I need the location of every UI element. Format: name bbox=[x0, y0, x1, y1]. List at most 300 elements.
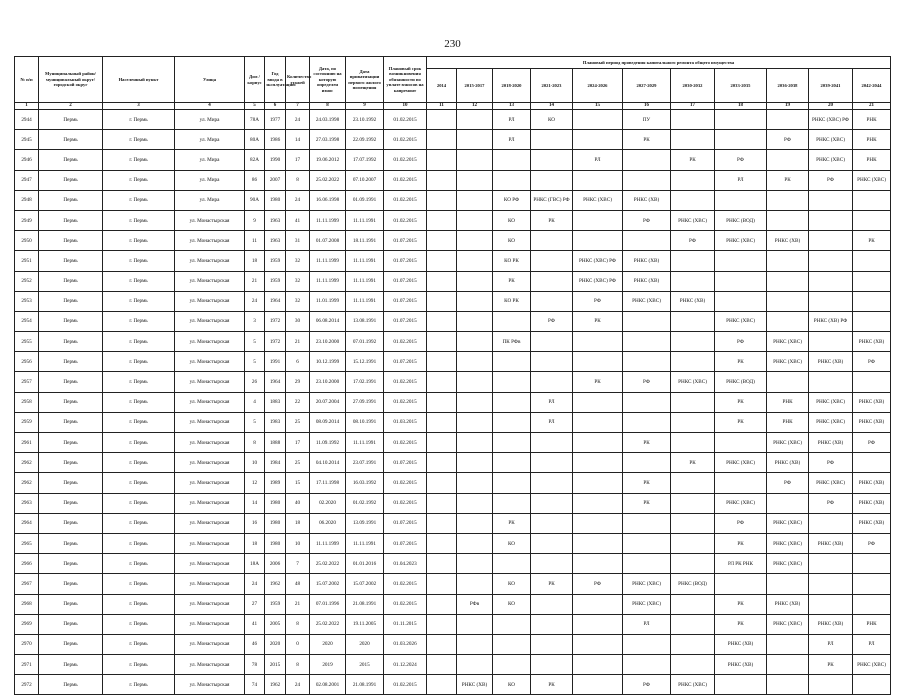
period-cell: КО bbox=[531, 110, 573, 130]
obligation-date-cell: 01.02.2015 bbox=[384, 190, 427, 210]
period-cell: РЛ РК РНК bbox=[715, 554, 767, 574]
period-cell: РНКС (ХВ) bbox=[767, 453, 809, 473]
settlement-cell: г. Пермь bbox=[103, 291, 175, 311]
row-number: 2968 bbox=[15, 594, 39, 614]
period-cell: РНКС (ХВ) bbox=[809, 433, 853, 453]
wear-date-cell: 2019 bbox=[310, 655, 346, 675]
table-row bbox=[15, 614, 891, 634]
period-cell bbox=[573, 392, 623, 412]
period-cell bbox=[427, 493, 457, 513]
house-cell: 5 bbox=[245, 352, 265, 372]
period-cell bbox=[427, 332, 457, 352]
period-cell bbox=[427, 453, 457, 473]
house-cell: 74 bbox=[245, 675, 265, 695]
floors-cell: 31 bbox=[286, 231, 310, 251]
district-cell: Пермь bbox=[39, 332, 103, 352]
row-number: 2965 bbox=[15, 533, 39, 553]
period-cell: РФв bbox=[457, 594, 493, 614]
floors-cell: 17 bbox=[286, 150, 310, 170]
year-cell: 1962 bbox=[265, 675, 286, 695]
period-cell: КО bbox=[493, 231, 531, 251]
settlement-cell: г. Пермь bbox=[103, 210, 175, 230]
period-cell bbox=[573, 130, 623, 150]
period-cell bbox=[531, 291, 573, 311]
wear-date-cell: 19.06.2012 bbox=[310, 150, 346, 170]
year-cell: 1963 bbox=[265, 231, 286, 251]
settlement-cell: г. Пермь bbox=[103, 392, 175, 412]
year-cell: 1972 bbox=[265, 311, 286, 331]
period-cell bbox=[767, 210, 809, 230]
period-cell bbox=[671, 332, 715, 352]
period-cell: РНКС (ХВС) РФ bbox=[809, 110, 853, 130]
period-cell bbox=[715, 190, 767, 210]
settlement-cell: г. Пермь bbox=[103, 453, 175, 473]
period-cell bbox=[493, 433, 531, 453]
period-cell bbox=[427, 533, 457, 553]
street-cell: ул. Монастырская bbox=[175, 453, 245, 473]
privatization-date-cell: 17.07.1992 bbox=[346, 150, 384, 170]
period-cell: РНК bbox=[853, 150, 891, 170]
period-cell: РФ bbox=[809, 453, 853, 473]
obligation-date-cell: 01.02.2015 bbox=[384, 433, 427, 453]
row-number: 2966 bbox=[15, 554, 39, 574]
floors-cell: 22 bbox=[286, 392, 310, 412]
period-cell: РНКС (ХВ) bbox=[809, 614, 853, 634]
privatization-date-cell: 07.10.2007 bbox=[346, 170, 384, 190]
floors-cell: 8 bbox=[286, 170, 310, 190]
period-cell bbox=[531, 231, 573, 251]
period-cell bbox=[427, 170, 457, 190]
privatization-date-cell: 11.11.1991 bbox=[346, 433, 384, 453]
period-cell bbox=[853, 190, 891, 210]
period-cell bbox=[427, 251, 457, 271]
period-cell: РК bbox=[623, 433, 671, 453]
year-cell: 1986 bbox=[265, 130, 286, 150]
period-cell bbox=[767, 311, 809, 331]
privatization-date-cell: 19.11.2005 bbox=[346, 614, 384, 634]
period-cell: РЛ bbox=[531, 412, 573, 432]
col-header-3: Улица bbox=[175, 57, 245, 103]
column-number: 19 bbox=[767, 103, 809, 110]
privatization-date-cell: 23.07.1991 bbox=[346, 453, 384, 473]
street-cell: ул. Монастырская bbox=[175, 332, 245, 352]
table-row bbox=[15, 231, 891, 251]
privatization-date-cell: 22.09.1992 bbox=[346, 130, 384, 150]
obligation-date-cell: 01.07.2015 bbox=[384, 291, 427, 311]
settlement-cell: г. Пермь bbox=[103, 634, 175, 654]
period-cell: РНК bbox=[767, 412, 809, 432]
obligation-date-cell: 01.04.2023 bbox=[384, 554, 427, 574]
period-cell bbox=[531, 251, 573, 271]
period-cell bbox=[623, 655, 671, 675]
wear-date-cell: 10.12.1999 bbox=[310, 352, 346, 372]
period-cell bbox=[671, 473, 715, 493]
column-number: 14 bbox=[531, 103, 573, 110]
period-cell: РФ bbox=[623, 372, 671, 392]
row-number: 2954 bbox=[15, 311, 39, 331]
obligation-date-cell: 01.07.2015 bbox=[384, 352, 427, 372]
row-number: 2953 bbox=[15, 291, 39, 311]
house-cell: 82А bbox=[245, 150, 265, 170]
row-number: 2961 bbox=[15, 433, 39, 453]
privatization-date-cell: 2020 bbox=[346, 634, 384, 654]
period-cell bbox=[715, 291, 767, 311]
year-cell: 1972 bbox=[265, 332, 286, 352]
district-cell: Пермь bbox=[39, 392, 103, 412]
row-number: 2956 bbox=[15, 352, 39, 372]
wear-date-cell: 25.02.2022 bbox=[310, 614, 346, 634]
period-cell: КО РК bbox=[493, 291, 531, 311]
period-cell: РНКС (ХВ) bbox=[623, 251, 671, 271]
wear-date-cell: 07.01.1996 bbox=[310, 594, 346, 614]
period-cell bbox=[853, 574, 891, 594]
period-cell bbox=[623, 513, 671, 533]
house-cell: 26 bbox=[245, 372, 265, 392]
period-cell bbox=[457, 130, 493, 150]
table-row bbox=[15, 513, 891, 533]
street-cell: ул. Монастырская bbox=[175, 513, 245, 533]
period-cell: РК bbox=[573, 311, 623, 331]
period-cell bbox=[573, 614, 623, 634]
period-cell bbox=[853, 675, 891, 695]
privatization-date-cell: 08.10.1991 bbox=[346, 412, 384, 432]
period-header: 2027-2029 bbox=[623, 69, 671, 103]
floors-cell: 17 bbox=[286, 433, 310, 453]
column-number: 1 bbox=[15, 103, 39, 110]
period-cell bbox=[671, 170, 715, 190]
period-cell bbox=[809, 190, 853, 210]
period-cell: РФ bbox=[715, 513, 767, 533]
period-cell bbox=[427, 473, 457, 493]
period-cell: РК bbox=[715, 533, 767, 553]
period-header: 2042-2044 bbox=[853, 69, 891, 103]
period-cell bbox=[573, 231, 623, 251]
period-cell bbox=[493, 554, 531, 574]
settlement-cell: г. Пермь bbox=[103, 190, 175, 210]
period-cell bbox=[671, 594, 715, 614]
column-number: 16 bbox=[623, 103, 671, 110]
table-row bbox=[15, 352, 891, 372]
obligation-date-cell: 01.07.2015 bbox=[384, 271, 427, 291]
period-cell bbox=[809, 554, 853, 574]
period-cell bbox=[457, 251, 493, 271]
period-cell bbox=[457, 170, 493, 190]
row-number: 2971 bbox=[15, 655, 39, 675]
period-cell: РНКС (ХВ) bbox=[809, 533, 853, 553]
period-cell bbox=[623, 533, 671, 553]
period-cell bbox=[623, 311, 671, 331]
row-number: 2944 bbox=[15, 110, 39, 130]
floors-cell: 24 bbox=[286, 110, 310, 130]
table-row bbox=[15, 291, 891, 311]
period-cell bbox=[573, 210, 623, 230]
period-cell: РФ bbox=[767, 130, 809, 150]
column-number: 7 bbox=[286, 103, 310, 110]
period-cell bbox=[573, 453, 623, 473]
table-row bbox=[15, 332, 891, 352]
planned-period-header: Плановый период проведения капитального ремонта общего имущества bbox=[427, 57, 891, 69]
page-number: 230 bbox=[444, 38, 461, 50]
period-cell: РФ bbox=[623, 675, 671, 695]
period-cell bbox=[671, 493, 715, 513]
period-cell bbox=[573, 493, 623, 513]
floors-cell: 24 bbox=[286, 675, 310, 695]
period-cell bbox=[715, 433, 767, 453]
period-cell bbox=[531, 533, 573, 553]
period-cell bbox=[715, 251, 767, 271]
district-cell: Пермь bbox=[39, 574, 103, 594]
district-cell: Пермь bbox=[39, 190, 103, 210]
house-cell: 86 bbox=[245, 170, 265, 190]
obligation-date-cell: 01.02.2015 bbox=[384, 150, 427, 170]
obligation-date-cell: 01.02.2015 bbox=[384, 332, 427, 352]
period-cell bbox=[573, 110, 623, 130]
period-cell bbox=[809, 271, 853, 291]
period-cell: РНКС (ХВС) bbox=[623, 291, 671, 311]
col-header-6: Количество этажей bbox=[286, 57, 310, 103]
street-cell: ул. Монастырская bbox=[175, 372, 245, 392]
table-row bbox=[15, 271, 891, 291]
floors-cell: 32 bbox=[286, 271, 310, 291]
obligation-date-cell: 01.07.2015 bbox=[384, 251, 427, 271]
period-cell: ПУ bbox=[623, 110, 671, 130]
floors-cell: 8 bbox=[286, 614, 310, 634]
period-cell bbox=[767, 574, 809, 594]
table-row bbox=[15, 675, 891, 695]
period-cell bbox=[427, 513, 457, 533]
street-cell: ул. Монастырская bbox=[175, 231, 245, 251]
column-number: 17 bbox=[671, 103, 715, 110]
year-cell: 1959 bbox=[265, 271, 286, 291]
period-cell bbox=[573, 675, 623, 695]
period-cell: РК bbox=[853, 231, 891, 251]
table-row bbox=[15, 533, 891, 553]
period-cell: КО bbox=[493, 574, 531, 594]
period-header: 2030-2032 bbox=[671, 69, 715, 103]
period-cell bbox=[457, 231, 493, 251]
period-cell bbox=[457, 271, 493, 291]
table-row bbox=[15, 412, 891, 432]
settlement-cell: г. Пермь bbox=[103, 412, 175, 432]
period-cell bbox=[457, 493, 493, 513]
row-number: 2972 bbox=[15, 675, 39, 695]
obligation-date-cell: 01.02.2015 bbox=[384, 473, 427, 493]
period-cell bbox=[671, 614, 715, 634]
col-header-5: Год ввода в эксплуатацию bbox=[265, 57, 286, 103]
column-number: 13 bbox=[493, 103, 531, 110]
settlement-cell: г. Пермь bbox=[103, 311, 175, 331]
period-cell bbox=[493, 392, 531, 412]
period-cell bbox=[493, 453, 531, 473]
period-cell: РФ bbox=[809, 170, 853, 190]
period-cell: РНКС (ХВ) bbox=[715, 634, 767, 654]
period-header: 2024-2026 bbox=[573, 69, 623, 103]
period-header: 2036-2038 bbox=[767, 69, 809, 103]
table-row bbox=[15, 574, 891, 594]
obligation-date-cell: 01.02.2015 bbox=[384, 675, 427, 695]
privatization-date-cell: 01.01.2016 bbox=[346, 554, 384, 574]
wear-date-cell: 11.11.1999 bbox=[310, 251, 346, 271]
table-row bbox=[15, 473, 891, 493]
period-cell: РНКС (ХВ) bbox=[671, 291, 715, 311]
period-cell bbox=[531, 150, 573, 170]
year-cell: 2020 bbox=[265, 634, 286, 654]
street-cell: ул. Мира bbox=[175, 170, 245, 190]
period-cell: РНКС (ХВ) bbox=[853, 392, 891, 412]
period-cell bbox=[573, 554, 623, 574]
period-cell bbox=[767, 291, 809, 311]
period-cell bbox=[493, 614, 531, 634]
settlement-cell: г. Пермь bbox=[103, 433, 175, 453]
period-cell: РК bbox=[715, 392, 767, 412]
period-cell: РФ bbox=[531, 311, 573, 331]
period-cell: РНКС (ХВС) bbox=[671, 372, 715, 392]
house-cell: 78А bbox=[245, 110, 265, 130]
house-cell: 90А bbox=[245, 190, 265, 210]
period-cell bbox=[427, 675, 457, 695]
period-header: 2015-2017 bbox=[457, 69, 493, 103]
settlement-cell: г. Пермь bbox=[103, 655, 175, 675]
street-cell: ул. Монастырская bbox=[175, 210, 245, 230]
street-cell: ул. Монастырская bbox=[175, 352, 245, 372]
floors-cell: 18 bbox=[286, 513, 310, 533]
header-row-column-numbers bbox=[15, 103, 891, 110]
period-header: 2033-2035 bbox=[715, 69, 767, 103]
table-row bbox=[15, 150, 891, 170]
street-cell: ул. Монастырская bbox=[175, 493, 245, 513]
wear-date-cell: 11.11.1999 bbox=[310, 271, 346, 291]
period-cell: РЛ bbox=[623, 614, 671, 634]
wear-date-cell: 25.02.2022 bbox=[310, 554, 346, 574]
table-row bbox=[15, 392, 891, 412]
table-body bbox=[15, 110, 891, 695]
wear-date-cell: 11.11.1999 bbox=[310, 533, 346, 553]
wear-date-cell: 02.2020 bbox=[310, 493, 346, 513]
period-cell: РНКС (ХВС) bbox=[767, 533, 809, 553]
period-cell: РК bbox=[715, 594, 767, 614]
period-cell bbox=[623, 231, 671, 251]
col-header-8: Дата приватизации первого жилого помещения bbox=[346, 57, 384, 103]
period-cell bbox=[427, 231, 457, 251]
district-cell: Пермь bbox=[39, 493, 103, 513]
period-cell: РНКС (ХВС) bbox=[809, 392, 853, 412]
street-cell: ул. Монастырская bbox=[175, 675, 245, 695]
period-cell: РНКС (ХВС) РФ bbox=[573, 271, 623, 291]
table-row bbox=[15, 170, 891, 190]
period-cell bbox=[457, 332, 493, 352]
period-cell bbox=[457, 392, 493, 412]
period-cell: РНКС (ХВС) bbox=[623, 594, 671, 614]
house-cell: 16 bbox=[245, 513, 265, 533]
period-cell bbox=[671, 130, 715, 150]
period-cell: РНКС (ХВ) bbox=[853, 513, 891, 533]
period-cell bbox=[715, 271, 767, 291]
obligation-date-cell: 01.07.2015 bbox=[384, 453, 427, 473]
period-cell bbox=[623, 392, 671, 412]
period-header: 2021-2023 bbox=[531, 69, 573, 103]
period-cell: ПК РФв bbox=[493, 332, 531, 352]
period-cell bbox=[457, 433, 493, 453]
obligation-date-cell: 01.02.2015 bbox=[384, 130, 427, 150]
street-cell: ул. Монастырская bbox=[175, 634, 245, 654]
period-cell bbox=[427, 130, 457, 150]
period-cell bbox=[623, 412, 671, 432]
period-cell bbox=[671, 634, 715, 654]
period-cell: РЛ bbox=[493, 130, 531, 150]
period-cell bbox=[715, 130, 767, 150]
row-number: 2969 bbox=[15, 614, 39, 634]
period-cell bbox=[427, 554, 457, 574]
period-cell bbox=[671, 655, 715, 675]
period-cell bbox=[671, 412, 715, 432]
column-number: 6 bbox=[265, 103, 286, 110]
obligation-date-cell: 01.02.2015 bbox=[384, 210, 427, 230]
col-header-2: Населенный пункт bbox=[103, 57, 175, 103]
period-cell: РФ bbox=[573, 574, 623, 594]
period-cell bbox=[767, 190, 809, 210]
wear-date-cell: 25.02.2022 bbox=[310, 170, 346, 190]
settlement-cell: г. Пермь bbox=[103, 251, 175, 271]
settlement-cell: г. Пермь bbox=[103, 170, 175, 190]
row-number: 2957 bbox=[15, 372, 39, 392]
period-cell bbox=[493, 412, 531, 432]
period-cell bbox=[531, 634, 573, 654]
table-row bbox=[15, 311, 891, 331]
period-cell: РК bbox=[493, 513, 531, 533]
period-cell bbox=[671, 554, 715, 574]
period-cell: РК bbox=[623, 493, 671, 513]
period-cell: РНКС (ХВС) bbox=[715, 231, 767, 251]
period-cell bbox=[531, 372, 573, 392]
period-cell bbox=[427, 311, 457, 331]
period-cell bbox=[809, 675, 853, 695]
period-cell bbox=[853, 311, 891, 331]
period-cell bbox=[531, 352, 573, 372]
period-cell bbox=[493, 634, 531, 654]
period-cell: РНКС (ХВС) bbox=[809, 412, 853, 432]
period-cell bbox=[457, 412, 493, 432]
period-cell: РФ bbox=[853, 533, 891, 553]
floors-cell: 25 bbox=[286, 412, 310, 432]
period-cell bbox=[457, 150, 493, 170]
period-cell bbox=[809, 291, 853, 311]
floors-cell: 10 bbox=[286, 533, 310, 553]
district-cell: Пермь bbox=[39, 675, 103, 695]
privatization-date-cell: 11.11.1991 bbox=[346, 210, 384, 230]
privatization-date-cell: 01.09.1991 bbox=[346, 190, 384, 210]
obligation-date-cell: 01.03.2015 bbox=[384, 412, 427, 432]
district-cell: Пермь bbox=[39, 110, 103, 130]
period-cell bbox=[457, 533, 493, 553]
obligation-date-cell: 01.11.2015 bbox=[384, 614, 427, 634]
house-cell: 46 bbox=[245, 634, 265, 654]
table-row bbox=[15, 210, 891, 230]
period-cell: РНКС (ХВС) bbox=[809, 150, 853, 170]
period-cell: РЛ bbox=[715, 170, 767, 190]
privatization-date-cell: 21.08.1991 bbox=[346, 675, 384, 695]
obligation-date-cell: 01.03.2026 bbox=[384, 634, 427, 654]
period-cell bbox=[573, 433, 623, 453]
floors-cell: 15 bbox=[286, 473, 310, 493]
obligation-date-cell: 01.12.2024 bbox=[384, 655, 427, 675]
period-cell bbox=[457, 614, 493, 634]
period-cell: РФ bbox=[767, 473, 809, 493]
period-cell: КО РФ bbox=[493, 190, 531, 210]
district-cell: Пермь bbox=[39, 130, 103, 150]
period-cell bbox=[767, 655, 809, 675]
period-cell: РЛ bbox=[573, 150, 623, 170]
period-cell: РНКС (ХВС) bbox=[853, 655, 891, 675]
